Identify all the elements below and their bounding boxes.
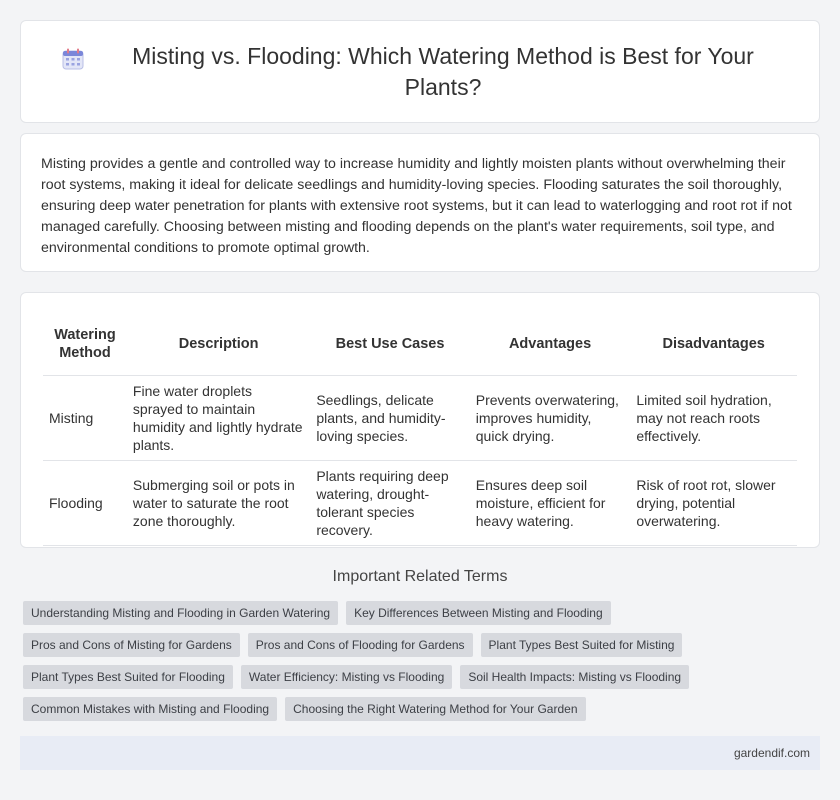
cell-disadvantages: Risk of root rot, slower drying, potential overwatering. [630,460,797,545]
related-tag[interactable]: Plant Types Best Suited for Misting [481,633,683,657]
cell-method: Flooding [43,460,127,545]
header-method: Watering Method [43,313,127,375]
related-tag[interactable]: Common Mistakes with Misting and Flooding [23,697,277,721]
comparison-table-card [20,292,820,548]
related-terms-list [23,601,813,729]
cell-advantages: Ensures deep soil moisture, efficient for heavy watering. [470,460,631,545]
page-title: Misting vs. Flooding: Which Watering Method is Best for Your Plants? [132,42,754,100]
related-tag[interactable]: Pros and Cons of Flooding for Gardens [248,633,473,657]
footer-site-link[interactable]: gardendif.com [733,746,810,760]
title-wrap [61,41,779,103]
cell-advantages: Prevents overwatering, improves humidity, quick drying. [470,375,631,460]
table-row [43,375,797,460]
cell-use-cases: Seedlings, delicate plants, and humidity-loving species. [310,375,469,460]
header-description: Description [127,313,310,375]
header-card [20,20,820,123]
intro-text: Misting provides a gentle and controlled way to increase humidity and lightly moisten plants without overwhelming their root systems, making it ideal for delicate seedlings and humidity-loving species. Flooding saturates the soil thoroughly, ensuring deep water penetration for plants with extensive root systems, but it can lead to waterlogging and root rot if not managed carefully. Choosing between misting and flooding depends on the plant's water requirements, soil type, and environmental conditions to promote optimal growth. [41,156,792,256]
table-header-row [43,313,797,375]
related-tag[interactable]: Choosing the Right Watering Method for Your Garden [285,697,585,721]
related-tag[interactable]: Understanding Misting and Flooding in Garden Watering [23,601,338,625]
calendar-icon [61,47,85,71]
related-tag[interactable]: Pros and Cons of Misting for Gardens [23,633,240,657]
header-disadvantages: Disadvantages [630,313,797,375]
cell-use-cases: Plants requiring deep watering, drought-tolerant species recovery. [310,460,469,545]
cell-description: Submerging soil or pots in water to saturate the root zone thoroughly. [127,460,310,545]
cell-description: Fine water droplets sprayed to maintain humidity and lightly hydrate plants. [127,375,310,460]
related-tag[interactable]: Plant Types Best Suited for Flooding [23,665,233,689]
related-terms-title: Important Related Terms [332,568,508,585]
header-advantages: Advantages [470,313,631,375]
related-tag[interactable]: Water Efficiency: Misting vs Flooding [241,665,452,689]
related-tag[interactable]: Soil Health Impacts: Misting vs Flooding [460,665,689,689]
related-tag[interactable]: Key Differences Between Misting and Flooding [346,601,611,625]
footer [20,736,820,770]
cell-disadvantages: Limited soil hydration, may not reach roots effectively. [630,375,797,460]
intro-card [20,133,820,272]
comparison-table [43,313,797,546]
cell-method: Misting [43,375,127,460]
header-use-cases: Best Use Cases [310,313,469,375]
table-row [43,460,797,545]
